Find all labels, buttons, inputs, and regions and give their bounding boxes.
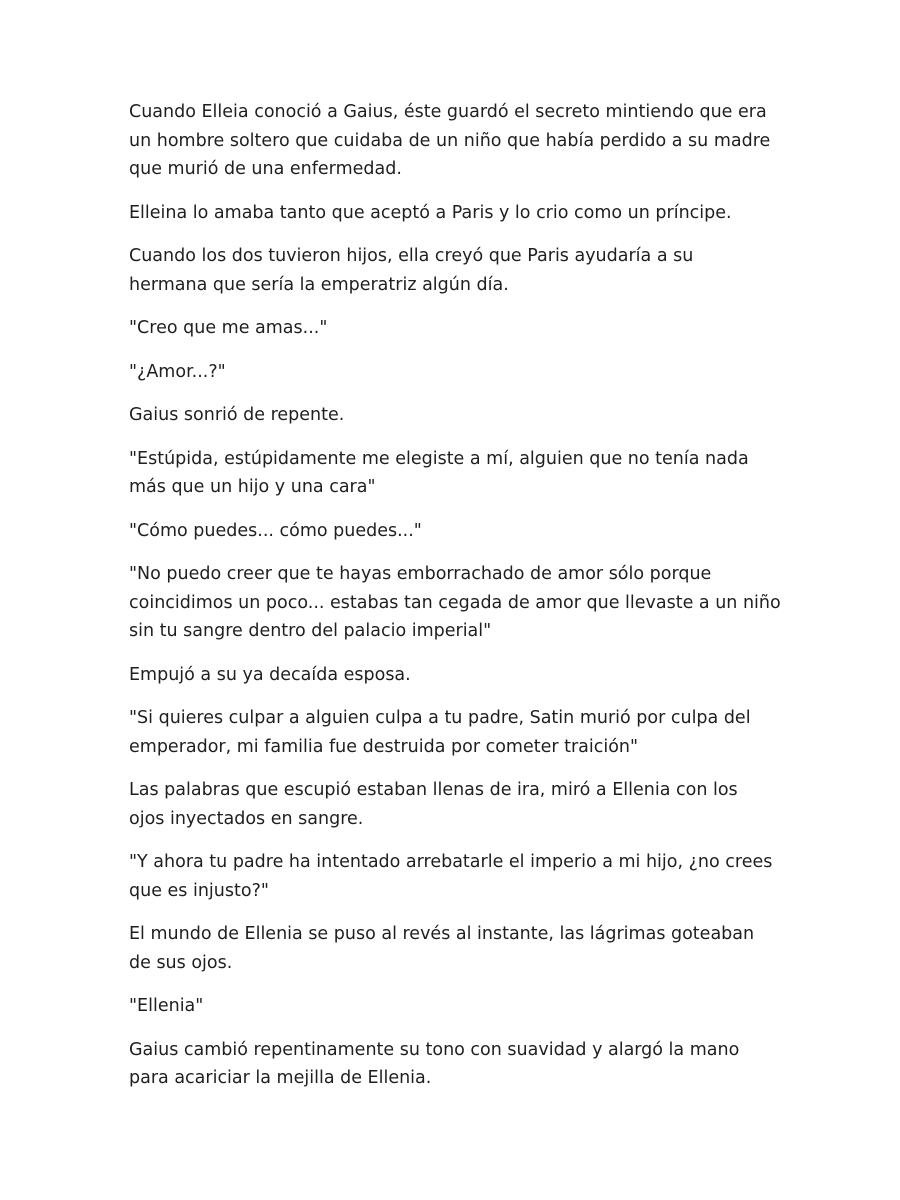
paragraph-9: "No puedo creer que te hayas emborrachado de amor sólo porque coincidimos un poco... estabas tan cegada de amor que llevaste a un niño sin tu sangre dentro del palacio imperial" <box>129 564 781 641</box>
paragraph-14: El mundo de Ellenia se puso al revés al instante, las lágrimas goteaban de sus ojos. <box>129 924 755 973</box>
paragraph-10: Empujó a su ya decaída esposa. <box>129 664 411 685</box>
paragraph-13: "Y ahora tu padre ha intentado arrebatarle el imperio a mi hijo, ¿no crees que es injusto?" <box>129 852 773 901</box>
paragraph-6: Gaius sonrió de repente. <box>129 405 345 425</box>
paragraph-16: Gaius cambió repentinamente su tono con suavidad y alargó la mano para acariciar la mejilla de Ellenia. <box>129 1039 740 1088</box>
paragraph-12: Las palabras que escupió estaban llenas de ira, miró a Ellenia con los ojos inyectados en sangre. <box>129 780 738 829</box>
paragraph-2: Elleina lo amaba tanto que aceptó a Paris y lo crio como un príncipe. <box>129 202 732 223</box>
paragraph-8: "Cómo puedes... cómo puedes..." <box>129 520 422 541</box>
document-body <box>129 98 789 1108</box>
paragraph-15: "Ellenia" <box>129 996 204 1016</box>
paragraph-1: Cuando Elleia conoció a Gaius, éste guardó el secreto mintiendo que era un hombre soltero que cuidaba de un niño que había perdido a su madre que murió de una enfermedad. <box>129 102 771 179</box>
paragraph-5: "¿Amor...?" <box>129 361 226 382</box>
paragraph-11: "Si quieres culpar a alguien culpa a tu padre, Satin murió por culpa del emperador, mi familia fue destruida por cometer traición" <box>129 708 751 757</box>
paragraph-4: "Creo que me amas..." <box>129 318 328 338</box>
paragraph-3: Cuando los dos tuvieron hijos, ella creyó que Paris ayudaría a su hermana que sería la emperatriz algún día. <box>129 246 694 295</box>
paragraph-7: "Estúpida, estúpidamente me elegiste a mí, alguien que no tenía nada más que un hijo y una cara" <box>129 448 749 497</box>
